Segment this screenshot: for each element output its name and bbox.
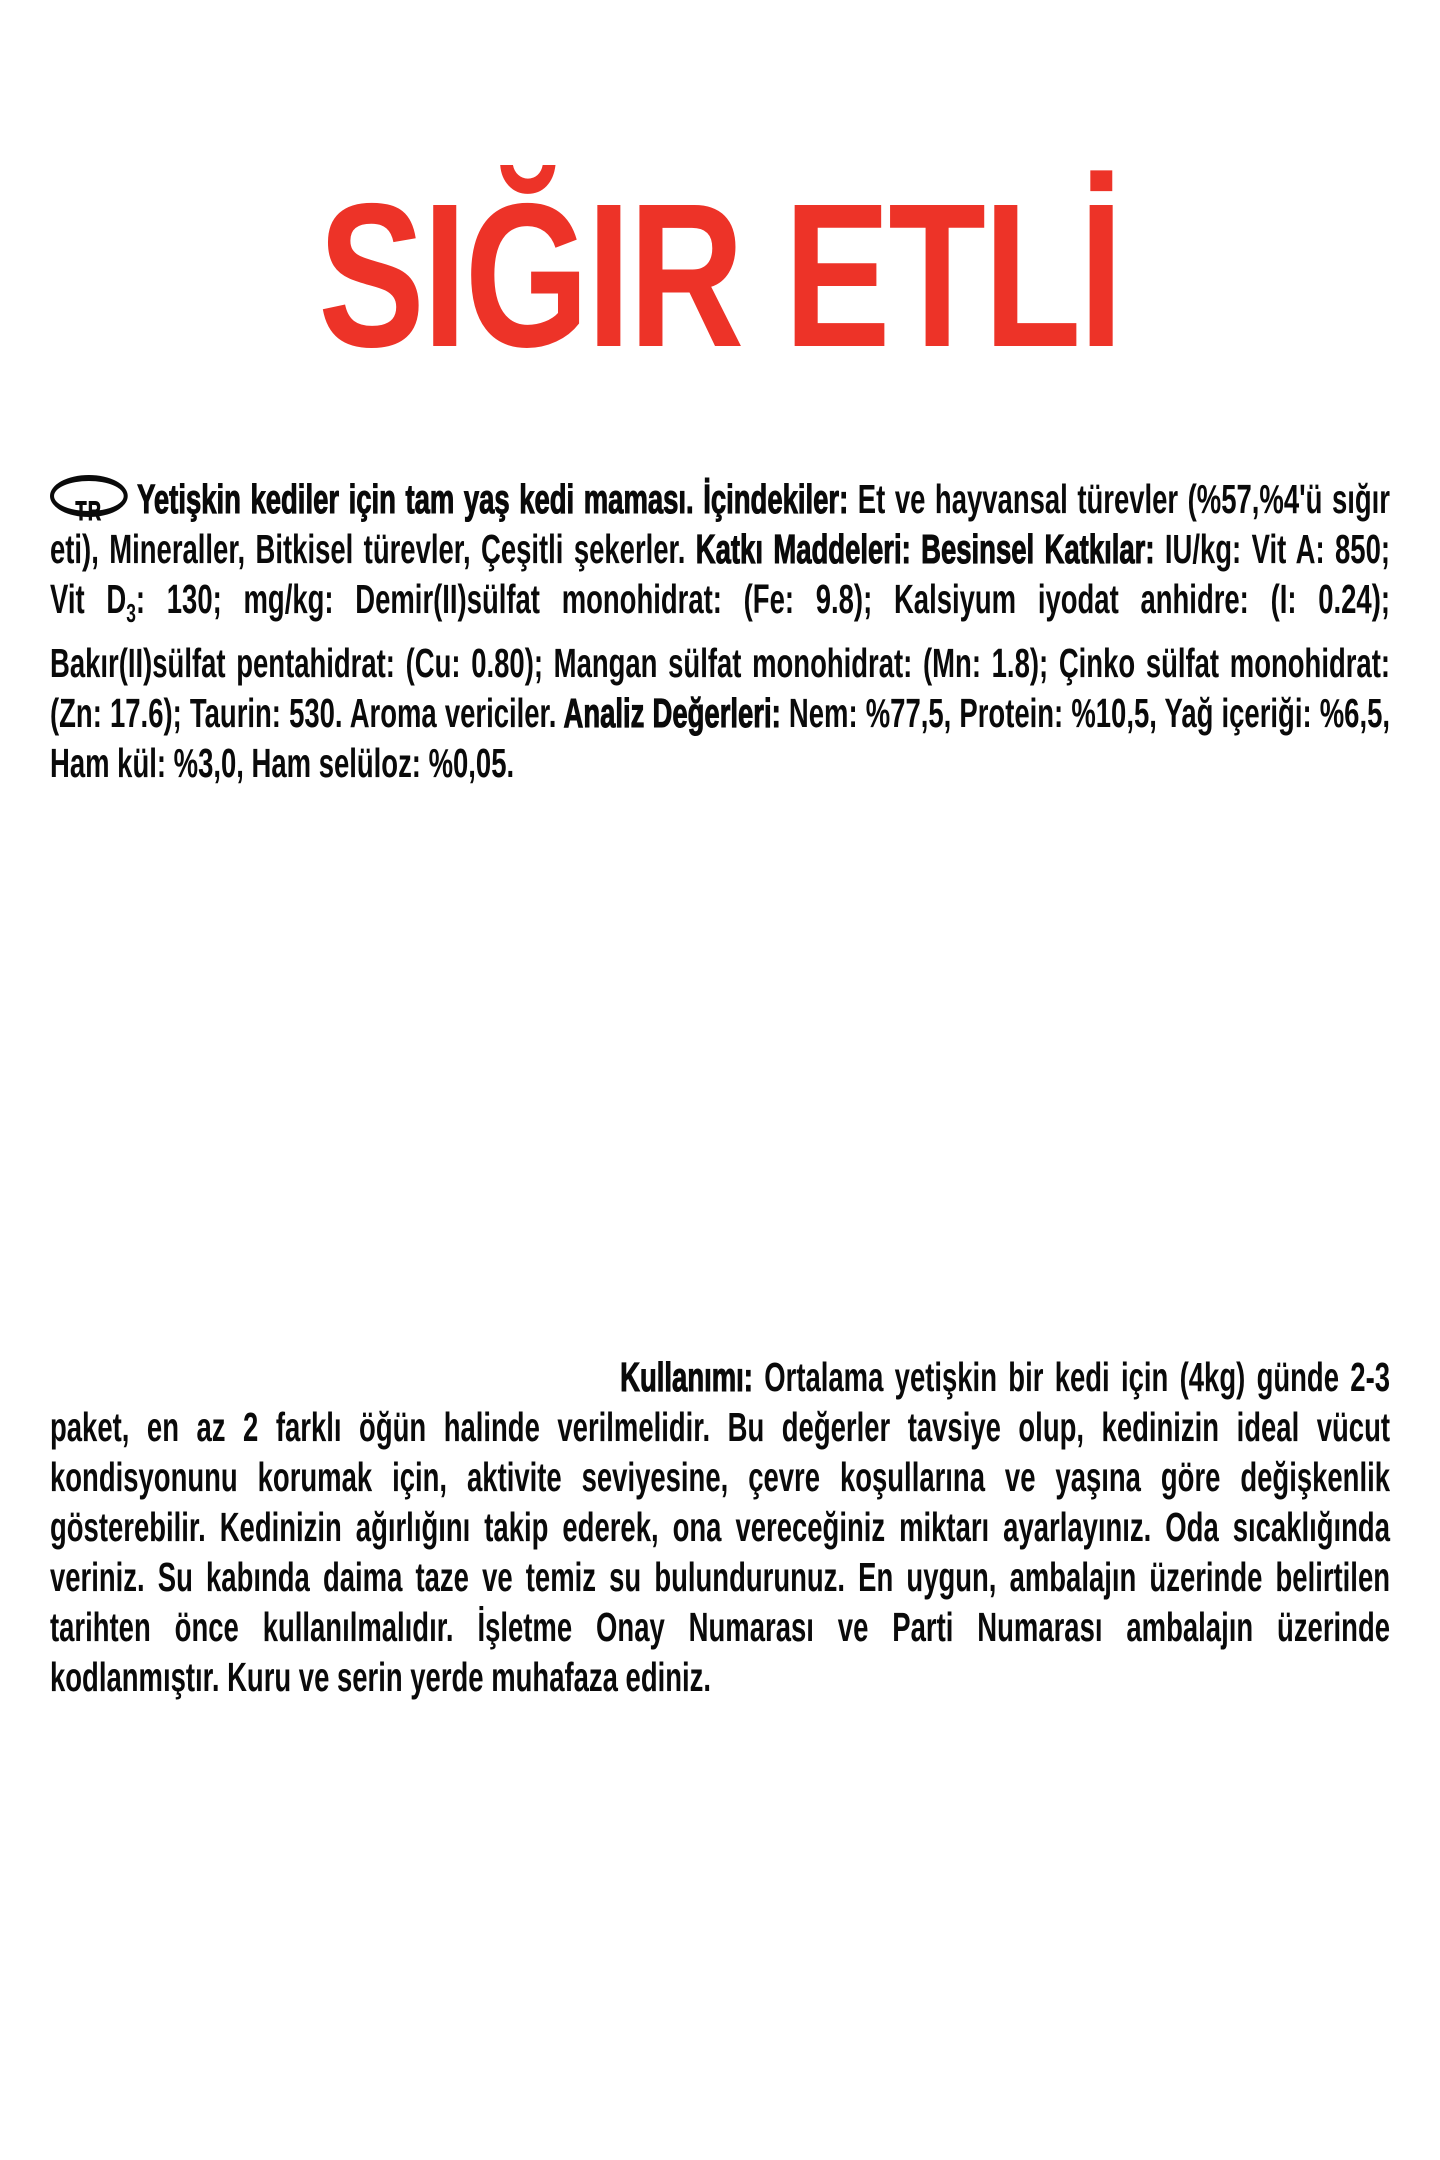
usage-text: Ortalama yetişkin bir kedi için (4kg) günde 2-3 paket, en az 2 farklı öğün halinde verilmelidir. Bu değerler tavsiye olup, kedinizin ideal vücut kondisyonunu korumak için, aktivite seviyesine, çevre koşullarına ve yaşına göre değişkenlik gösterebilir. Kedinizin ağırlığını takip ederek, ona vereceğiniz miktarı ayarlayınız. Oda sıcaklığında veriniz. Su kabında daima taze ve temiz su bulundurunuz. En uygun, ambalajın üzerinde belirtilen tarihten önce kullanılmalıdır. İşletme Onay Numarası ve Parti Numarası ambalajın üzerinde kodlanmıştır. Kuru ve serin yerde muhafaza ediniz.: [50, 1354, 1390, 1700]
tr-language-badge-icon: [50, 475, 128, 526]
usage-paragraph: [50, 1352, 1390, 1702]
product-title-wrap: [0, 161, 1440, 390]
ingredients-intro: Yetişkin kediler için tam yaş kedi maması.: [137, 476, 704, 522]
ingredients-list: Et ve hayvansal türevler (%57,%4'ü sığır eti), Mineraller, Bitkisel türevler, Çeşitli şekerler.: [50, 476, 1390, 572]
additives-heading: Katkı Maddeleri: Besinsel Katkılar:: [695, 526, 1165, 572]
analysis-heading: Analiz Değerleri:: [563, 690, 789, 736]
ingredients-heading: İçindekiler:: [703, 476, 858, 522]
additives-values-2: : 130; mg/kg: Demir(II)sülfat monohidrat: (Fe: 9.8); Kalsiyum iyodat anhidre: (I: 0.24); Bakır(II)sülfat pentahidrat: (Cu: 0.80); Mangan sülfat monohidrat: (Mn: 1.8); Çinko sülfat monohidrat: (Zn: 17.6); Taurin: 530. Aroma vericiler.: [50, 576, 1390, 736]
additives-values-1: IU/kg: Vit A: 850; Vit D: [50, 526, 1391, 622]
analysis-values: Nem: %77,5, Protein: %10,5, Yağ içeriği: %6,5, Ham kül: %3,0, Ham selüloz: %0,05.: [50, 690, 1390, 786]
tr-badge-label: TR: [75, 496, 103, 526]
product-flavor-title: SIĞIR ETLİ: [318, 161, 1122, 390]
vitamin-d3-subscript: 3: [126, 598, 136, 628]
ingredients-paragraph: [50, 474, 1390, 788]
usage-heading: Kullanımı:: [620, 1354, 765, 1400]
